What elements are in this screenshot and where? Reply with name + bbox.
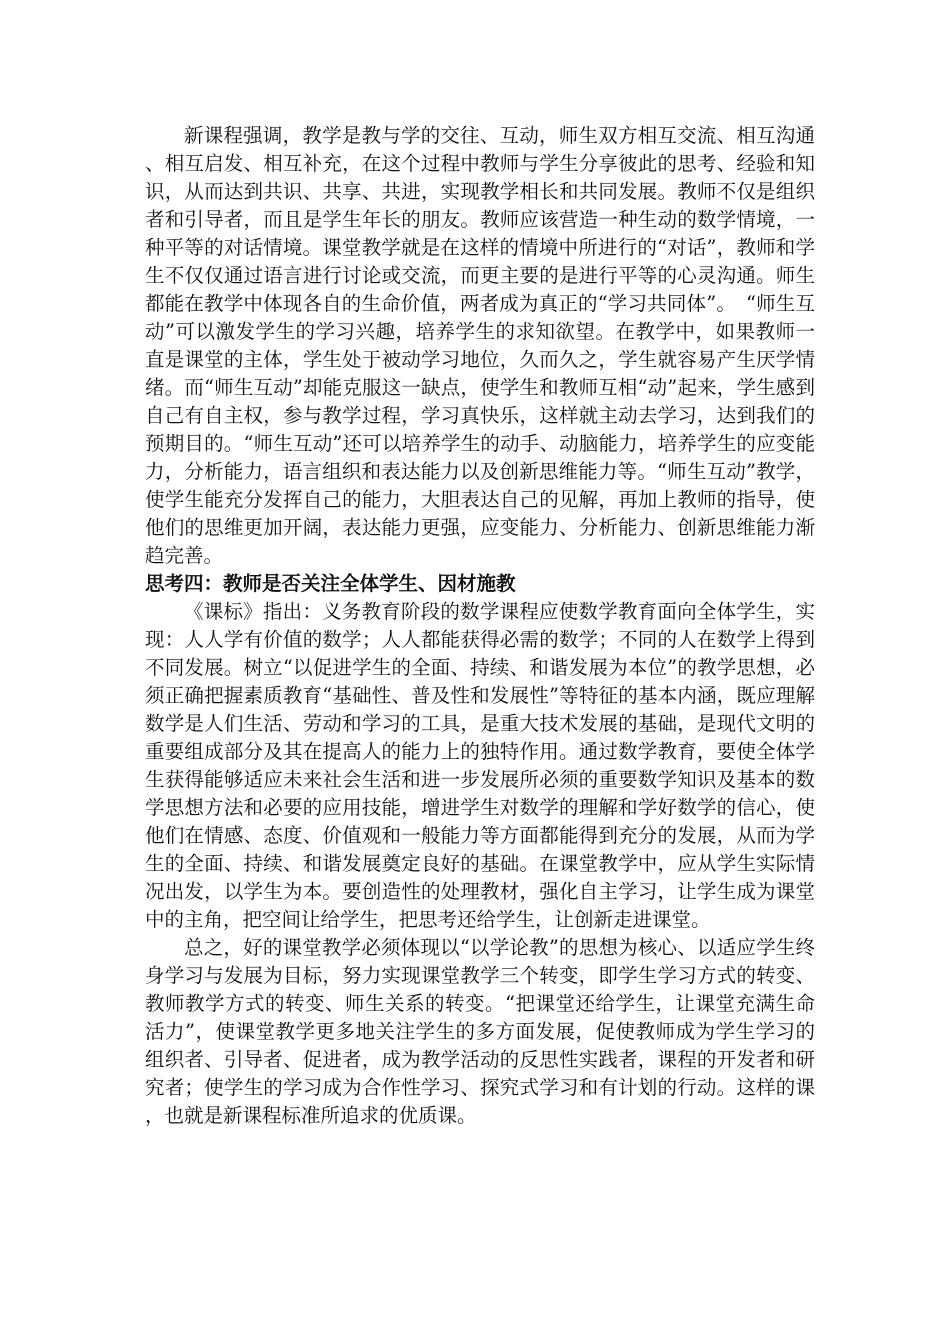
document-page — [145, 122, 815, 1130]
paragraph-teacher-student-interaction: 新课程强调，教学是教与学的交往、互动，师生双方相互交流、相互沟通、相互启发、相互补充，在这个过程中教师与学生分享彼此的思考、经验和知识，从而达到共识、共享、共进，实现教学相长和共同发展。教师不仅是组织者和引导者，而且是学生年长的朋友。教师应该营造一种生动的数学情境，一种平等的对话情境。课堂教学就是在这样的情境中所进行的“对话”，教师和学生不仅仅通过语言进行讨论或交流，而更主要的是进行平等的心灵沟通。师生都能在教学中体现各自的生命价值，两者成为真正的“学习共同体”。 “师生互动”可以激发学生的学习兴趣，培养学生的求知欲望。在教学中，如果教师一直是课堂的主体，学生处于被动学习地位，久而久之，学生就容易产生厌学情绪。而“师生互动”却能克服这一缺点，使学生和教师互相“动”起来，学生感到自己有自主权，参与教学过程，学习真快乐，这样就主动去学习，达到我们的预期目的。“师生互动”还可以培养学生的动手、动脑能力，培养学生的应变能力，分析能力，语言组织和表达能力以及创新思维能力等。“师生互动”教学，使学生能充分发挥自己的能力，大胆表达自己的见解，再加上教师的指导，使他们的思维更加开阔，表达能力更强，应变能力、分析能力、创新思维能力渐趋完善。 — [145, 124, 815, 567]
paragraph-conclusion: 总之，好的课堂教学必须体现以“以学论教”的思想为核心、以适应学生终身学习与发展为目标，努力实现课堂教学三个转变，即学生学习方式的转变、教师教学方式的转变、师生关系的转变。“把课堂还给学生，让课堂充满生命活力”，使课堂教学更多地关注学生的多方面发展，促使教师成为学生学习的组织者、引导者、促进者，成为教学活动的反思性实践者，课程的开发者和研究者；使学生的学习成为合作性学习、探究式学习和有计划的行动。这样的课，也就是新课程标准所追求的优质课。 — [145, 936, 815, 1127]
section-heading-reflection-four: 思考四：教师是否关注全体学生、因材施教 — [145, 572, 516, 595]
paragraph-curriculum-standards: 《课标》指出：义务教育阶段的数学课程应使数学教育面向全体学生，实现：人人学有价值的数学；人人都能获得必需的数学；不同的人在数学上得到不同发展。树立“以促进学生的全面、持续、和谐发展为本位”的教学思想，必须正确把握素质教育“基础性、普及性和发展性”等特征的基本内涵，既应理解数学是人们生活、劳动和学习的工具，是重大技术发展的基础，是现代文明的重要组成部分及其在提高人的能力上的独特作用。通过数学教育，要使全体学生获得能够适应未来社会生活和进一步发展所必须的重要数学知识及基本的数学思想方法和必要的应用技能，增进学生对数学的理解和学好数学的信心，使他们在情感、态度、价值观和一般能力等方面都能得到充分的发展，从而为学生的全面、持续、和谐发展奠定良好的基础。在课堂教学中，应从学生实际情况出发，以学生为本。要创造性的处理教材，强化自主学习，让学生成为课堂中的主角，把空间让给学生，把思考还给学生，让创新走进课堂。 — [145, 600, 815, 931]
